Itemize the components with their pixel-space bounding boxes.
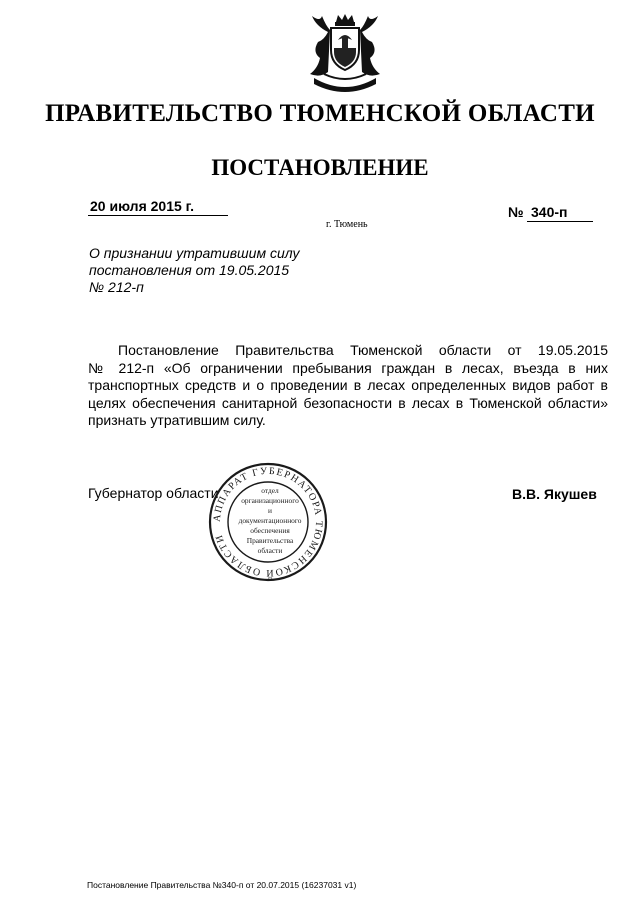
number-underline xyxy=(527,221,593,222)
stamp-ring-text: АППАРАТ ГУБЕРНАТОРА ТЮМЕНСКОЙ ОБЛАСТИ xyxy=(211,465,325,579)
official-stamp xyxy=(206,460,330,584)
stamp-line: области xyxy=(257,546,283,555)
body-line: целях обеспечения санитарной безопасности в лесах в Тюменской области» xyxy=(88,394,608,411)
subject-block xyxy=(89,245,329,296)
body-line: транспортных средств и о проведении в лесах определенных видов работ в xyxy=(88,377,608,393)
body-line: № 212-п «Об ограничении пребывания граждан в лесах, въезда в них xyxy=(88,359,608,376)
subject-line: О признании утратившим силу xyxy=(89,245,300,261)
stamp-line: и xyxy=(268,506,272,515)
body-line: признать утратившим силу. xyxy=(88,412,266,428)
footer-note: Постановление Правительства №340-п от 20.07.2015 (16237031 v1) xyxy=(87,880,357,890)
document-date: 20 июля 2015 г. xyxy=(90,198,194,214)
body-line: Постановление Правительства Тюменской области от 19.05.2015 xyxy=(118,342,608,358)
stamp-line: организационного xyxy=(241,496,299,505)
stamp-line: документационного xyxy=(238,516,302,525)
signatory-name: В.В. Якушев xyxy=(512,486,597,502)
city: г. Тюмень xyxy=(326,219,368,230)
date-underline xyxy=(88,215,228,216)
body-paragraph xyxy=(88,342,608,430)
number-label: № xyxy=(508,204,524,220)
stamp-line: обеспечения xyxy=(250,526,290,535)
document-number: 340-п xyxy=(531,204,568,220)
stamp-line: Правительства xyxy=(246,536,294,545)
signatory-position: Губернатор области xyxy=(88,485,219,501)
government-title: ПРАВИТЕЛЬСТВО ТЮМЕНСКОЙ ОБЛАСТИ xyxy=(45,100,595,127)
coat-of-arms-icon xyxy=(298,12,392,100)
stamp-line: отдел xyxy=(261,486,279,495)
subject-line: постановления от 19.05.2015 xyxy=(89,262,290,278)
subject-line: № 212-п xyxy=(89,279,144,295)
document-type: ПОСТАНОВЛЕНИЕ xyxy=(211,155,429,180)
